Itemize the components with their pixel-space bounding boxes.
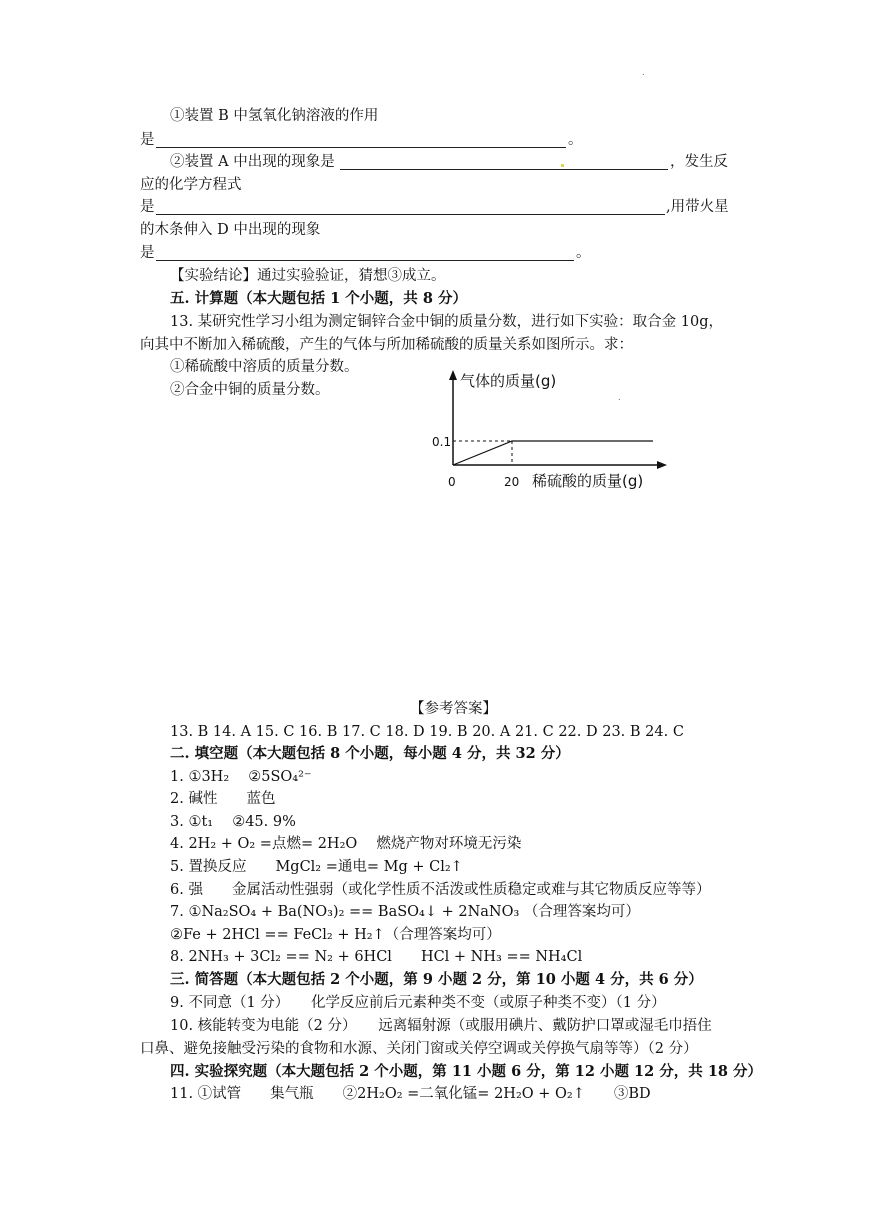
answer-2: 2. 碱性 蓝色 <box>170 791 276 807</box>
q12-line-4: 应的化学方程式 <box>140 177 242 193</box>
answer-4: 4. 2H₂ + O₂ =点燃= 2H₂O 燃烧产物对环境无污染 <box>170 836 522 852</box>
x-axis-arrow <box>657 461 667 469</box>
stray-dot: . <box>618 393 621 402</box>
answer-3: 3. ①t₁ ②45. 9% <box>170 814 296 830</box>
q13-line-1: 13. 某研究性学习小组为测定铜锌合金中铜的质量分数，进行如下实验：取合金 10g， <box>170 314 724 330</box>
answer-1: 1. ①3H₂ ②5SO₄²⁻ <box>170 769 312 785</box>
q12-line-7-suffix: 。 <box>576 245 591 261</box>
answer-8: 8. 2NH₃ + 3Cl₂ == N₂ + 6HCl HCl + NH₃ == NH₄Cl <box>170 949 583 965</box>
yellow-mark <box>561 164 564 167</box>
q12-line-1: ①装置 B 中氢氧化钠溶液的作用 <box>170 108 379 124</box>
q12-line-5-suffix: ,用带火星 <box>666 199 729 215</box>
y-tick-label: 0.1 <box>432 435 452 449</box>
q12-line-7-prefix: 是 <box>140 245 155 261</box>
x-tick-label: 20 <box>504 475 520 489</box>
answer-10: 10. 核能转变为电能（2 分） 远离辐射源（或服用碘片、戴防护口罩或湿毛巾捂住 <box>170 1018 712 1034</box>
q13-part-1: ①稀硫酸中溶质的质量分数。 <box>170 359 359 375</box>
gas-mass-chart <box>420 362 680 497</box>
answer-blank-1 <box>156 147 566 148</box>
origin-label: 0 <box>448 475 456 489</box>
answer-7: 7. ①Na₂SO₄ + Ba(NO₃)₂ == BaSO₄↓ + 2NaNO₃ （合理答案均可） <box>170 904 640 920</box>
answer-10b: 口鼻、避免接触受污染的食物和水源、关闭门窗或关停空调或关停换气扇等等）（2 分） <box>140 1041 698 1057</box>
experiment-conclusion: 【实验结论】通过实验验证，猜想③成立。 <box>170 268 446 284</box>
answer-blank-3 <box>156 214 665 215</box>
corner-dot: . <box>642 68 645 77</box>
y-axis-label: 气体的质量(g) <box>460 372 557 390</box>
answer-7b: ②Fe + 2HCl == FeCl₂ + H₂↑（合理答案均可） <box>170 927 501 943</box>
q12-line-3-prefix: ②装置 A 中出现的现象是 <box>170 154 335 170</box>
q13-line-2: 向其中不断加入稀硫酸，产生的气体与所加稀硫酸的质量关系如图所示。求： <box>140 337 633 353</box>
x-axis-label: 稀硫酸的质量(g) <box>532 472 644 490</box>
q12-line-6: 的木条伸入 D 中出现的现象 <box>140 222 321 238</box>
gas-mass-series-line <box>453 441 653 465</box>
section-3-title: 三. 简答题（本大题包括 2 个小题，第 9 小题 2 分，第 10 小题 4 分，共 6 分） <box>170 971 703 988</box>
answer-11: 11. ①试管 集气瓶 ②2H₂O₂ =二氧化锰= 2H₂O + O₂↑ ③BD <box>170 1086 651 1102</box>
answer-6: 6. 强 金属活动性强弱（或化学性质不活泼或性质稳定或难与其它物质反应等等） <box>170 882 711 898</box>
q13-part-2: ②合金中铜的质量分数。 <box>170 382 330 398</box>
q12-line-2-prefix: 是 <box>140 132 155 148</box>
q12-line-5-prefix: 是 <box>140 199 155 215</box>
answer-blank-2 <box>340 169 668 170</box>
q12-line-3-suffix: ，发生反 <box>670 154 728 170</box>
section-4-title: 四. 实验探究题（本大题包括 2 个小题，第 11 小题 6 分，第 12 小题 12 分，共 18 分） <box>170 1063 763 1080</box>
section-5-title: 五. 计算题（本大题包括 1 个小题，共 8 分） <box>170 290 467 307</box>
answers-header: 【参考答案】 <box>410 701 497 717</box>
section-2-title: 二. 填空题（本大题包括 8 个小题，每小题 4 分，共 32 分） <box>170 745 570 762</box>
answer-blank-4 <box>156 260 574 261</box>
q12-line-2-suffix: 。 <box>568 132 583 148</box>
y-axis-arrow <box>449 370 457 380</box>
answer-5: 5. 置换反应 MgCl₂ =通电= Mg + Cl₂↑ <box>170 859 463 875</box>
answer-9: 9. 不同意（1 分） 化学反应前后元素种类不变（或原子种类不变）（1 分） <box>170 995 666 1011</box>
multiple-choice-answers: 13. B 14. A 15. C 16. B 17. C 18. D 19. B 20. A 21. C 22. D 23. B 24. C <box>170 724 684 740</box>
